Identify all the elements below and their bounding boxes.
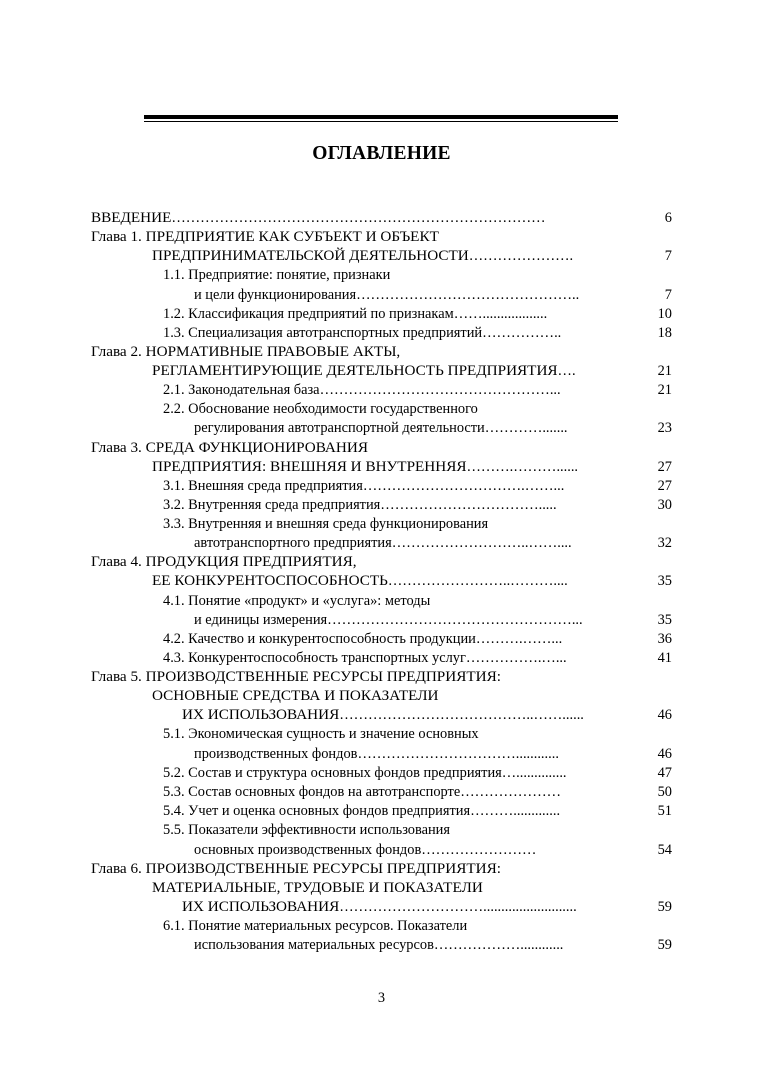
toc-entry-page: 50 xyxy=(657,784,672,800)
toc-leader-dots: …………....... xyxy=(484,420,568,436)
toc-leader-dots: ……………………………………………... xyxy=(327,612,583,628)
toc-leader-dots: ………………………..…….... xyxy=(391,535,572,551)
toc-entry-text: ПРЕДПРИНИМАТЕЛЬСКОЙ ДЕЯТЕЛЬНОСТИ xyxy=(152,247,469,264)
toc-entry-section-1-1[interactable] xyxy=(163,265,631,285)
toc-entry-section-3-2[interactable] xyxy=(163,495,631,515)
toc-entry-section-3-1[interactable] xyxy=(163,476,631,496)
toc-entry-page: 18 xyxy=(657,325,672,341)
toc-entry-chapter-1-cont[interactable] xyxy=(152,246,631,266)
toc-entry-section-4-1[interactable] xyxy=(163,591,631,611)
toc-entry-text: Глава 3. СРЕДА ФУНКЦИОНИРОВАНИЯ xyxy=(91,439,368,456)
toc-entry-chapter-3[interactable] xyxy=(91,438,631,458)
toc-entry-chapter-5-cont[interactable] xyxy=(152,686,631,706)
toc-leader-dots: ………………… xyxy=(460,784,561,800)
toc-entry-chapter-4-cont[interactable] xyxy=(152,571,631,591)
toc-leader-dots: …………………………………………... xyxy=(319,382,561,398)
page-number: 3 xyxy=(377,990,386,1006)
toc-entry-section-2-2[interactable] xyxy=(163,399,631,419)
toc-entry-text: 4.2. Качество и конкурентоспособность продукции xyxy=(163,631,476,647)
toc-entry-text: регулирования автотранспортной деятельности xyxy=(194,420,485,436)
toc-entry-text: 3.3. Внутренняя и внешняя среда функционирования xyxy=(163,516,489,532)
toc-entry-text: ВВЕДЕНИЕ xyxy=(91,209,172,226)
toc-entry-chapter-5-cont-2[interactable] xyxy=(182,705,631,725)
toc-leader-dots: …………………………………………………………………… xyxy=(171,210,546,226)
toc-entry-section-1-1-cont[interactable] xyxy=(194,285,631,305)
toc-entry-page: 54 xyxy=(657,842,672,858)
toc-entry-text: 3.1. Внешняя среда предприятия xyxy=(163,478,363,494)
toc-entry-text: Глава 2. НОРМАТИВНЫЕ ПРАВОВЫЕ АКТЫ, xyxy=(91,343,401,360)
toc-entry-text: 6.1. Понятие материальных ресурсов. Показатели xyxy=(163,918,468,934)
toc-entry-chapter-6[interactable] xyxy=(91,859,631,879)
toc-entry-chapter-2[interactable] xyxy=(91,342,631,362)
toc-entry-section-1-2[interactable] xyxy=(163,304,631,324)
toc-entry-text: 1.1. Предприятие: понятие, признаки xyxy=(163,267,391,283)
toc-entry-text: Глава 5. ПРОИЗВОДСТВЕННЫЕ РЕСУРСЫ ПРЕДПРИЯТИЯ: xyxy=(91,668,501,685)
toc-entry-text: 5.2. Состав и структура основных фондов предприятия xyxy=(163,765,502,781)
toc-entry-text: 4.1. Понятие «продукт» и «услуга»: методы xyxy=(163,593,431,609)
toc-entry-section-5-5-cont[interactable] xyxy=(194,840,631,860)
toc-entry-text: производственных фондов xyxy=(194,746,358,762)
page-title: ОГЛАВЛЕНИЕ xyxy=(312,143,451,164)
toc-entry-page: 27 xyxy=(657,478,672,494)
toc-entry-page: 47 xyxy=(657,765,672,781)
toc-leader-dots: …………….…... xyxy=(465,650,567,666)
toc-entry-section-2-2-cont[interactable] xyxy=(194,418,631,438)
toc-entry-text: 5.5. Показатели эффективности использования xyxy=(163,822,450,838)
toc-entry-section-1-3[interactable] xyxy=(163,323,631,343)
toc-entry-chapter-4[interactable] xyxy=(91,552,631,572)
top-rule-thin xyxy=(144,121,618,122)
toc-entry-text: РЕГЛАМЕНТИРУЮЩИЕ ДЕЯТЕЛЬНОСТЬ ПРЕДПРИЯТИЯ xyxy=(152,362,558,379)
toc-leader-dots: …………………… xyxy=(421,842,537,858)
toc-entry-text: 5.1. Экономическая сущность и значение основных xyxy=(163,726,479,742)
toc-entry-page: 51 xyxy=(657,803,672,819)
toc-entry-text: Глава 1. ПРЕДПРИЯТИЕ КАК СУБЪЕКТ И ОБЪЕКТ xyxy=(91,228,439,245)
toc-entry-text: 5.3. Состав основных фондов на автотранспорте xyxy=(163,784,461,800)
toc-leader-dots: ………………............ xyxy=(433,937,564,953)
toc-entry-page: 32 xyxy=(657,535,672,551)
toc-entry-text: ОСНОВНЫЕ СРЕДСТВА И ПОКАЗАТЕЛИ xyxy=(152,687,439,704)
toc-entry-section-3-3-cont[interactable] xyxy=(194,533,631,553)
toc-leader-dots: ……….………...... xyxy=(466,459,579,475)
toc-entry-page: 46 xyxy=(657,707,672,723)
toc-entry-text: использования материальных ресурсов xyxy=(194,937,434,953)
toc-leader-dots: ……………………………………….. xyxy=(356,287,580,303)
toc-entry-text: Глава 6. ПРОИЗВОДСТВЕННЫЕ РЕСУРСЫ ПРЕДПРИЯТИЯ: xyxy=(91,860,501,877)
toc-entry-text: основных производственных фондов xyxy=(194,842,422,858)
toc-entry-page: 36 xyxy=(657,631,672,647)
toc-entry-text: 4.3. Конкурентоспособность транспортных услуг xyxy=(163,650,466,666)
toc-entry-text: МАТЕРИАЛЬНЫЕ, ТРУДОВЫЕ И ПОКАЗАТЕЛИ xyxy=(152,879,483,896)
toc-entry-text: ПРЕДПРИЯТИЯ: ВНЕШНЯЯ И ВНУТРЕННЯЯ xyxy=(152,458,467,475)
toc-entry-text: ЕЕ КОНКУРЕНТОСПОСОБНОСТЬ xyxy=(152,572,388,589)
toc-entry-page: 6 xyxy=(664,210,672,226)
toc-entry-page: 23 xyxy=(657,420,672,436)
toc-entry-page: 30 xyxy=(657,497,672,513)
toc-entry-page: 10 xyxy=(657,306,672,322)
toc-entry-section-5-1-cont[interactable] xyxy=(194,744,631,764)
toc-leader-dots: …….................. xyxy=(453,306,548,322)
toc-entry-section-5-5[interactable] xyxy=(163,820,631,840)
toc-entry-text: и цели функционирования xyxy=(194,287,357,303)
toc-leader-dots: ……….……... xyxy=(475,631,563,647)
toc-entry-page: 35 xyxy=(657,573,672,589)
top-rule-thick xyxy=(144,115,618,119)
toc-leader-dots: …………………………….……... xyxy=(362,478,565,494)
toc-entry-chapter-5[interactable] xyxy=(91,667,631,687)
toc-entry-page: 59 xyxy=(657,937,672,953)
toc-entry-section-6-1[interactable] xyxy=(163,916,631,936)
toc-entry-text: ИХ ИСПОЛЬЗОВАНИЯ xyxy=(182,898,340,915)
toc-leader-dots: ………………………….......................... xyxy=(339,899,577,915)
toc-entry-chapter-1[interactable] xyxy=(91,227,631,247)
toc-entry-text: ИХ ИСПОЛЬЗОВАНИЯ xyxy=(182,706,340,723)
toc-entry-page: 27 xyxy=(657,459,672,475)
toc-entry-chapter-3-cont[interactable] xyxy=(152,457,631,477)
toc-entry-text: 5.4. Учет и оценка основных фондов предприятия xyxy=(163,803,471,819)
toc-entry-page: 46 xyxy=(657,746,672,762)
toc-entry-chapter-6-cont[interactable] xyxy=(152,878,631,898)
toc-entry-text: 3.2. Внутренняя среда предприятия xyxy=(163,497,381,513)
toc-leader-dots: ……………………………..... xyxy=(380,497,557,513)
toc-entry-page: 7 xyxy=(664,287,672,303)
toc-entry-section-5-1[interactable] xyxy=(163,724,631,744)
toc-leader-dots: …………….. xyxy=(482,325,562,341)
toc-leader-dots: …………………………………..……...... xyxy=(339,707,584,723)
toc-entry-page: 21 xyxy=(657,363,672,379)
toc-entry-section-5-2[interactable] xyxy=(163,763,631,783)
toc-entry-section-2-1[interactable] xyxy=(163,380,631,400)
toc-entry-section-4-1-cont[interactable] xyxy=(194,610,631,630)
toc-entry-page: 59 xyxy=(657,899,672,915)
toc-entry-page: 21 xyxy=(657,382,672,398)
toc-entry-section-4-2[interactable] xyxy=(163,629,631,649)
toc-leader-dots: ….............. xyxy=(501,765,567,781)
toc-entry-section-3-3[interactable] xyxy=(163,514,631,534)
toc-leader-dots: ……………………..……….... xyxy=(387,573,568,589)
toc-entry-page: 7 xyxy=(664,248,672,264)
toc-entry-chapter-2-cont[interactable] xyxy=(152,361,631,381)
toc-leader-dots: ……………………………............ xyxy=(357,746,559,762)
toc-entry-chapter-6-cont-2[interactable] xyxy=(182,897,631,917)
toc-entry-text: 2.2. Обоснование необходимости государственного xyxy=(163,401,478,417)
toc-entry-introduction[interactable] xyxy=(91,208,631,228)
toc-leader-dots: …………………. xyxy=(468,248,574,264)
toc-entry-text: и единицы измерения xyxy=(194,612,328,628)
toc-entry-section-5-4[interactable] xyxy=(163,801,631,821)
toc-entry-text: автотранспортного предприятия xyxy=(194,535,392,551)
toc-leader-dots: …. xyxy=(557,363,576,379)
toc-entry-text: 1.2. Классификация предприятий по признакам xyxy=(163,306,454,322)
toc-entry-page: 41 xyxy=(657,650,672,666)
toc-entry-text: Глава 4. ПРОДУКЦИЯ ПРЕДПРИЯТИЯ, xyxy=(91,553,357,570)
toc-entry-section-5-3[interactable] xyxy=(163,782,631,802)
toc-leader-dots: ………............. xyxy=(470,803,561,819)
toc-entry-section-4-3[interactable] xyxy=(163,648,631,668)
toc-entry-section-6-1-cont[interactable] xyxy=(194,935,631,955)
toc-entry-page: 35 xyxy=(657,612,672,628)
toc-entry-text: 1.3. Специализация автотранспортных предприятий xyxy=(163,325,483,341)
toc-entry-text: 2.1. Законодательная база xyxy=(163,382,320,398)
